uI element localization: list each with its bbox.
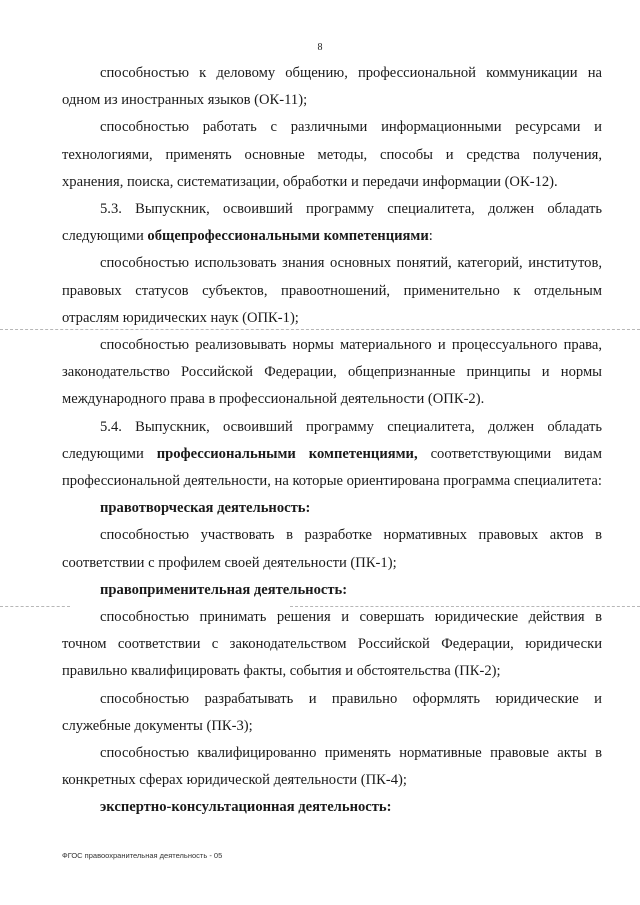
- heading-expert-consulting-activity: экспертно-консультационная деятельность:: [100, 799, 392, 816]
- paragraph-pk-3: способностью разрабатывать и правильно оформлять юридические и служебные документы (ПК-3);: [62, 690, 602, 734]
- paragraph-5-3: [62, 196, 602, 250]
- general-professional-competencies-term: общепрофессиональными компетенциями: [147, 228, 429, 245]
- paragraph-pk-4: способностью квалифицированно применять нормативные правовые акты в конкретных сферах юридической деятельности (ПК-4);: [62, 745, 602, 789]
- page-footer: ФГОС правоохранительная деятельность - 05: [62, 851, 223, 860]
- paragraph-opk-2: способностью реализовывать нормы материального и процессуального права, законодательство Российской Федерации, общепризнанные принципы и нормы международного права в профессиональной деятельности (ОПК-2).: [62, 337, 602, 408]
- paragraph-ok-12: способностью работать с различными информационными ресурсами и технологиями, применять основные методы, способы и средства получения, хранения, поиска, систематизации, обработки и передачи информации (ОК-12).: [62, 119, 602, 190]
- paragraph-ok-11: способностью к деловому общению, профессиональной коммуникации на одном из иностранных языков (ОК-11);: [62, 65, 602, 109]
- page-number: 8: [317, 42, 323, 53]
- paragraph-pk-2: способностью принимать решения и совершать юридические действия в точном соответствии с законодательством Российской Федерации, юридически правильно квалифицировать факты, события и обстоятельства (ПК-2);: [62, 609, 602, 680]
- paragraph-5-4: [62, 414, 602, 496]
- paragraph-5-3-colon: :: [428, 228, 433, 245]
- scan-artifact-line: [0, 606, 70, 607]
- paragraph-5-4-text: 5.4. Выпускник, освоивший программу специалитета, должен обладать следующими: [62, 418, 602, 462]
- document-body: [62, 60, 602, 822]
- professional-competencies-term: профессиональными компетенциями,: [156, 445, 418, 462]
- heading-law-enforcement-activity: правоприменительная деятельность:: [100, 581, 348, 598]
- paragraph-opk-1: способностью использовать знания основных понятий, категорий, институтов, правовых статусов субъектов, правоотношений, применительно к отдельным отраслям юридических наук (ОПК-1);: [62, 255, 602, 326]
- paragraph-5-4-tail: соответствующими видам профессиональной деятельности, на которые ориентирована программа специалитета:: [62, 445, 602, 490]
- paragraph-5-3-text: 5.3. Выпускник, освоивший программу специалитета, должен обладать следующими: [62, 201, 602, 245]
- paragraph-pk-1: способностью участвовать в разработке нормативных правовых актов в соответствии с профилем своей деятельности (ПК-1);: [62, 527, 602, 571]
- heading-lawmaking-activity: правотворческая деятельность:: [100, 500, 311, 517]
